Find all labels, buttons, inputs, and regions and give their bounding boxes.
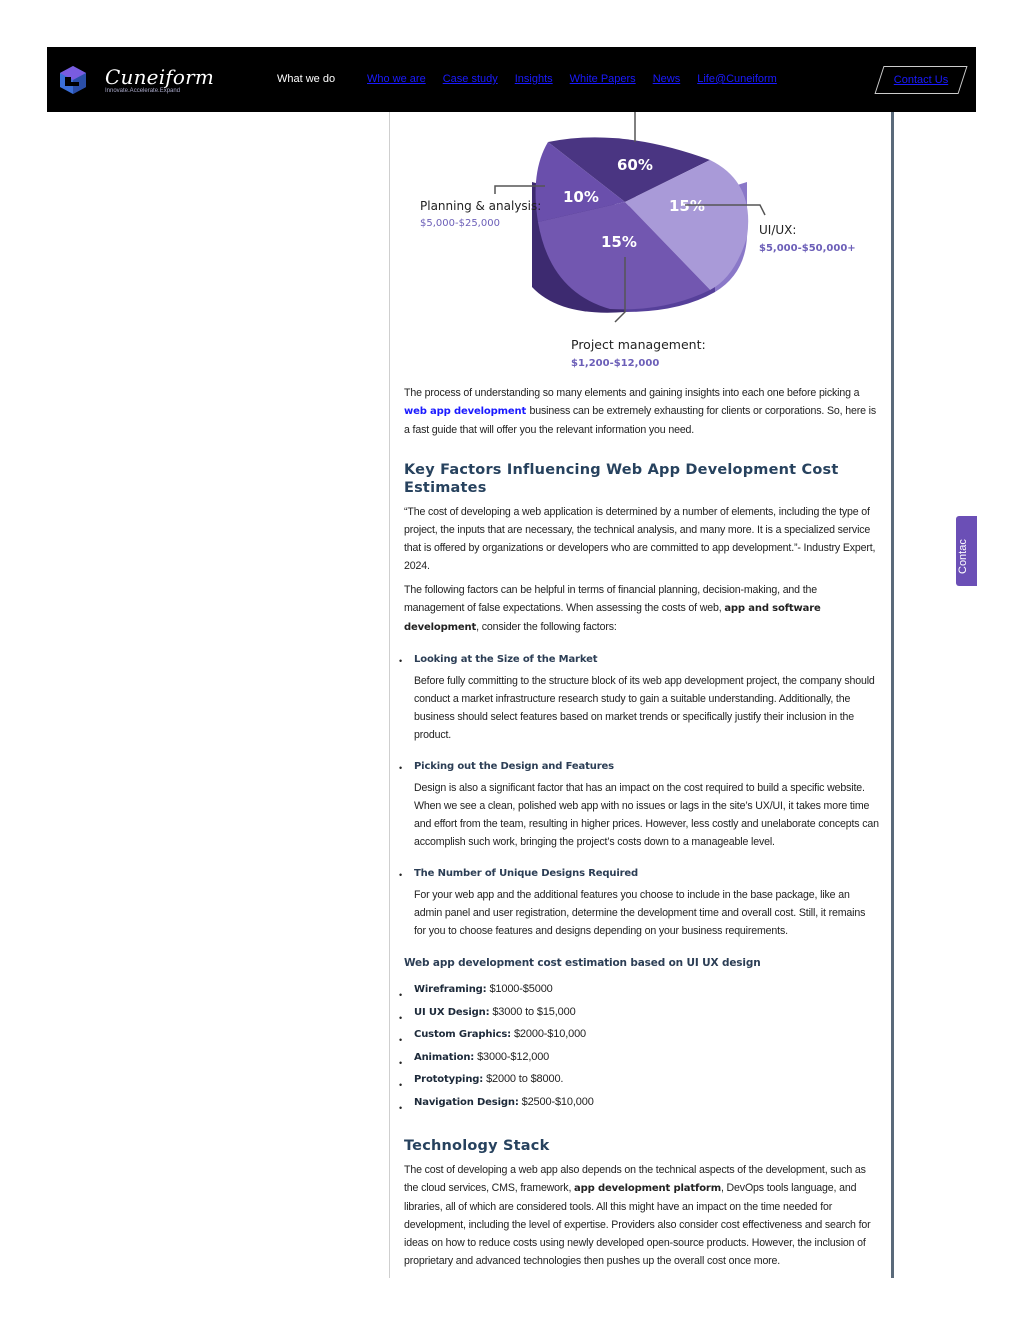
factor-text: For your web app and the additional features you choose to include in the base package, like an admin panel and user registration, determine the development time and overall cost. Still, it remains for you to choose features and designs depending on your business requirements. [414,889,866,937]
pie-label-10: 10% [563,188,599,206]
bullet-icon: • [399,1035,403,1045]
nav-link-insights[interactable]: Insights [514,73,553,85]
pm-value: $1,200-$12,000 [571,358,660,369]
technology-stack-paragraph [404,1161,879,1270]
bullet-icon: • [399,1012,403,1023]
app-development-platform-bold: app development platform [574,1183,721,1194]
cost-item-label: UI UX Design: [414,1006,490,1018]
factor-title: Picking out the Design and Features [414,761,614,772]
nav-link-life-at-cuneiform[interactable]: Life@Cuneiform [697,73,777,85]
logo-tagline: Innovate.Accelerate.Expand [105,88,181,94]
contact-us-button[interactable] [874,66,967,94]
contact-side-tab[interactable] [956,516,977,586]
nav-link-white-papers[interactable]: White Papers [569,73,636,85]
cost-item-custom-graphics [399,1025,879,1048]
cube-logo-icon [59,65,87,95]
cost-item-value: $1000-$5000 [489,983,553,995]
cost-item-value: $3000 to $15,000 [492,1005,576,1018]
cost-item-value: $2500-$10,000 [521,1095,594,1108]
factors-intro-text-2: , consider the following factors: [476,621,617,633]
nav-link-news[interactable]: News [652,73,681,85]
uiux-label: UI/UX: [759,223,797,237]
cost-item-value: $3000-$12,000 [477,1050,550,1063]
factor-item-unique-designs [399,865,879,940]
content-left-border [389,112,390,1278]
nav-link-who-we-are[interactable]: Who we are [367,73,426,85]
uiux-value: $5,000-$50,000+ [759,243,856,254]
bullet-icon: • [399,1080,403,1090]
nav-what-we-do[interactable]: What we do [277,73,336,85]
expert-quote: “The cost of developing a web application is determined by a number of elements, including the type of project, the inputs that are necessary, the technical analysis, and many more. It is a specialized service that is offered by organizations or developers who are committed to app development.”- Industry Expert, 2024. [404,506,876,572]
cost-breakdown-pie-infographic [410,112,870,374]
cost-item-label: Prototyping: [414,1074,484,1085]
cost-item-label: Custom Graphics: [414,1029,512,1040]
planning-label: Planning & analysis: [420,199,542,213]
bullet-icon: • [399,763,403,773]
pie-label-15-right: 15% [669,197,705,215]
nav-link-case-study[interactable]: Case study [442,73,498,85]
cost-estimation-list [399,980,879,1115]
cost-estimation-heading: Web app development cost estimation based on UI UX design [404,957,761,969]
planning-value: $5,000-$25,000 [420,218,500,229]
factor-item-design-features [399,758,879,851]
key-factors-heading: Key Factors Influencing Web App Development Cost Estimates [404,462,839,496]
intro-paragraph [404,384,879,439]
web-app-development-link[interactable]: web app development [404,406,530,417]
bullet-icon: • [399,1102,403,1113]
cost-item-navigation-design [399,1093,879,1116]
cost-item-value: $2000-$10,000 [513,1028,587,1040]
pm-label: Project management: [571,337,706,352]
content-right-border [891,112,894,1278]
cost-item-prototyping [399,1070,879,1093]
bullet-icon: • [399,656,403,666]
cuneiform-logo[interactable] [59,65,215,97]
tech-text-2: , DevOps tools language, and libraries, all of which are considered tools. All this might have an impact on the time needed for development, including the level of expertise. Providers also consider cost effectiveness and search for ideas on how to reduce costs using newly developed open-source products. However, the inclusion of proprietary and advanced technologies then pushes up the overall cost once more. [404,1182,871,1267]
technology-stack-heading: Technology Stack [404,1138,550,1154]
bullet-icon: • [399,870,403,880]
contact-us-label: Contact Us [893,74,949,86]
top-navigation-bar [47,47,976,112]
cost-item-label: Navigation Design: [414,1096,519,1108]
factor-item-market-size [399,651,879,744]
factor-title: The Number of Unique Designs Required [414,868,639,879]
intro-text-1: The process of understanding so many elements and gaining insights into each one before picking a [404,387,860,399]
cost-item-animation [399,1048,879,1071]
article-body [399,384,879,1276]
cost-item-value: $2000 to $8000. [486,1073,564,1085]
pie-label-60: 60% [617,156,653,174]
cost-item-ui-ux-design [399,1003,879,1026]
bullet-icon: • [399,990,403,1000]
logo-wordmark: Cuneiform [105,65,215,89]
cost-item-wireframing [399,980,879,1003]
factors-intro-text-1: The following factors can be helpful in terms of financial planning, decision-making, and the management of false expectations. When assessing the costs of web, [404,584,817,614]
factor-title: Looking at the Size of the Market [414,654,598,665]
cost-item-label: Wireframing: [414,984,487,995]
factors-intro-paragraph [404,581,879,637]
tech-text-1: The cost of developing a web app also depends on the technical aspects of the development, such as the cloud services, CMS, framework, [404,1164,866,1194]
factor-text: Before fully committing to the structure block of its web app development project, the company should conduct a market infrastructure research study to gain a suitable understanding. Additionally, the business should select features based on market trends or specifically justify their inclusion in the product. [414,675,875,741]
app-software-development-bold: app and software development [404,603,821,633]
contact-side-tab-label: Contac [957,539,969,574]
pie-label-15-bottom: 15% [601,233,637,251]
intro-text-2: business can be extremely exhausting for clients or corporations. So, here is a fast guide that will offer you the relevant information you need. [404,405,876,436]
cost-item-label: Animation: [414,1051,475,1063]
nav-links [367,73,777,85]
bullet-icon: • [399,1057,403,1068]
factor-text: Design is also a significant factor that has an impact on the cost required to build a specific website. When we see a clean, polished web app with no issues or lags in the site’s UX/UI, it takes more time and effort from the team, resulting in higher prices. However, less costly and unelaborate concepts can accomplish such work, bringing the project’s costs down to a manageable level. [414,782,879,848]
